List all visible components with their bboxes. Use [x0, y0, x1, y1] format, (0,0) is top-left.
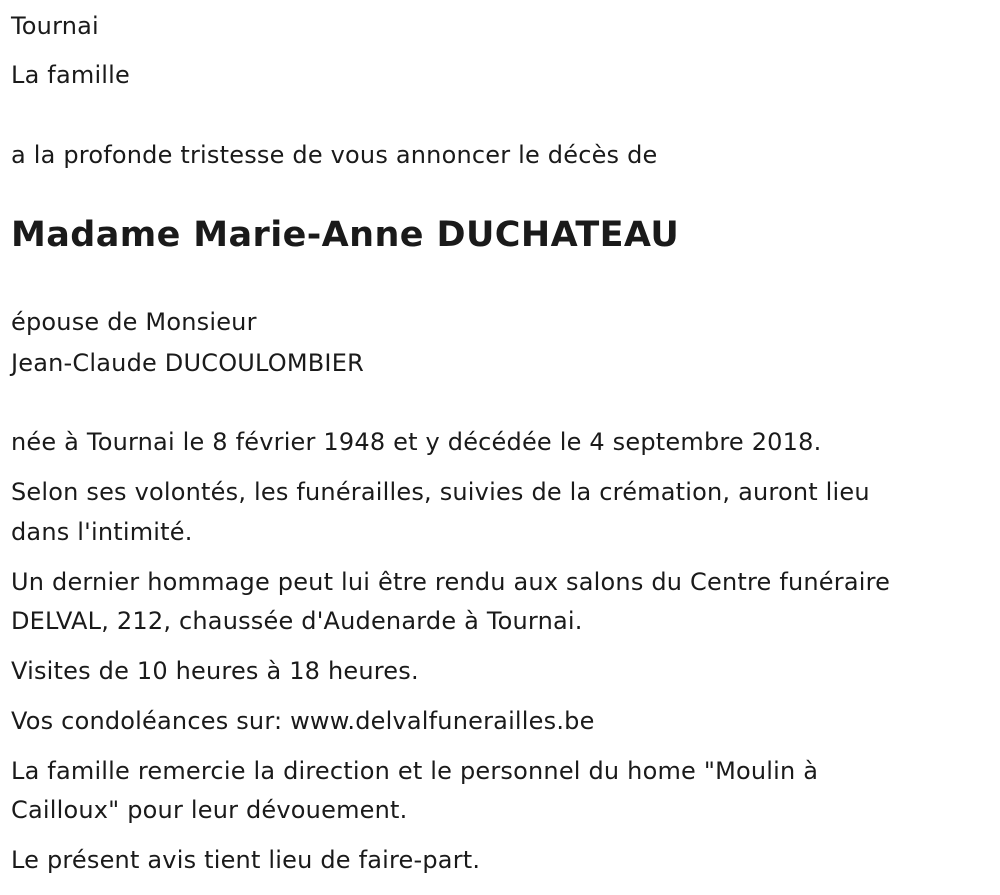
thanks-line-1: La famille remercie la direction et le personnel du home "Moulin à	[11, 757, 819, 785]
tribute-line-1: Un dernier hommage peut lui être rendu aux salons du Centre funéraire	[11, 568, 891, 596]
city: Tournai	[11, 12, 99, 40]
announcement: a la profonde tristesse de vous annoncer le décès de	[11, 141, 658, 169]
wishes-line-1: Selon ses volontés, les funérailles, suivies de la crémation, auront lieu	[11, 478, 870, 506]
thanks-line-2: Cailloux" pour leur dévouement.	[11, 796, 408, 824]
visits: Visites de 10 heures à 18 heures.	[11, 657, 419, 685]
wishes-line-2: dans l'intimité.	[11, 518, 193, 546]
tribute-line-2: DELVAL, 212, chaussée d'Audenarde à Tournai.	[11, 607, 583, 635]
condolences: Vos condoléances sur: www.delvalfunerailles.be	[11, 707, 595, 735]
deceased-name: Madame Marie-Anne DUCHATEAU	[11, 215, 680, 255]
family-line: La famille	[11, 61, 131, 89]
closing: Le présent avis tient lieu de faire-part.	[11, 846, 481, 874]
spouse-line-1: épouse de Monsieur	[11, 308, 257, 336]
birth-death: née à Tournai le 8 février 1948 et y décédée le 4 septembre 2018.	[11, 428, 822, 456]
spouse-line-2: Jean-Claude DUCOULOMBIER	[11, 349, 364, 377]
